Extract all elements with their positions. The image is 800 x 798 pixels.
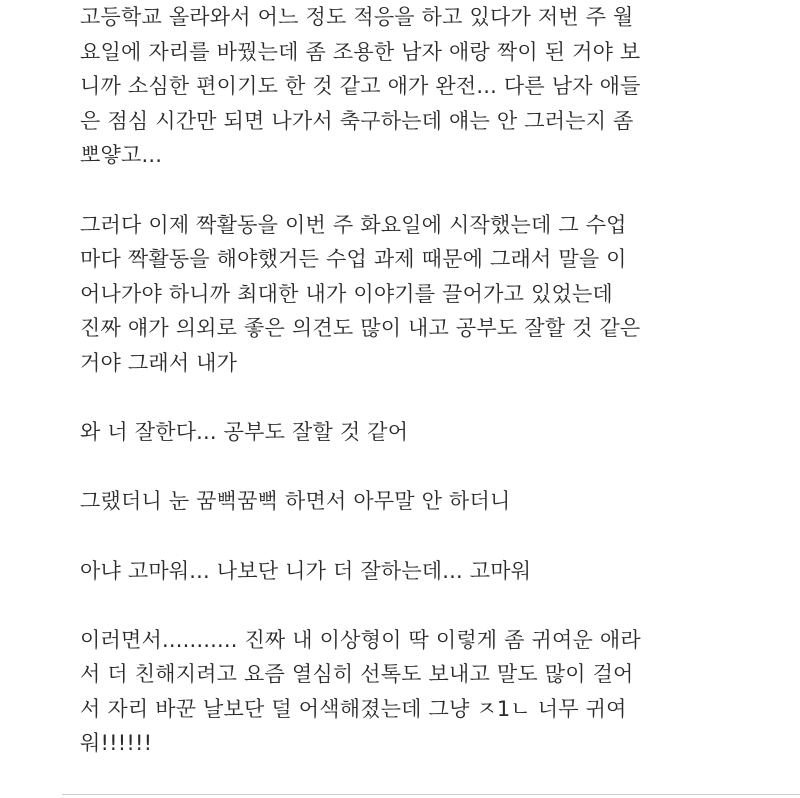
bottom-divider bbox=[62, 794, 800, 795]
text-line: 그러다 이제 짝활동을 이번 주 화요일에 시작했는데 그 수업 bbox=[80, 212, 627, 237]
text-line: 어나가야 하니까 최대한 내가 이야기를 끌어가고 있었는데 bbox=[80, 281, 613, 306]
paragraph-gap bbox=[80, 588, 780, 623]
text-line: 워!!!!!! bbox=[80, 731, 153, 756]
paragraph-gap bbox=[80, 519, 780, 554]
text-line: 요일에 자리를 바꿨는데 좀 조용한 남자 애랑 짝이 된 거야 보 bbox=[80, 39, 641, 64]
paragraph-gap bbox=[80, 381, 780, 416]
text-line: 와 너 잘한다... 공부도 잘할 것 같어 bbox=[80, 420, 409, 445]
paragraph-3 bbox=[80, 415, 780, 450]
text-line: 진짜 얘가 의외로 좋은 의견도 많이 내고 공부도 잘할 것 같은 bbox=[80, 316, 641, 341]
paragraph-2 bbox=[80, 208, 780, 381]
text-line: 이러면서........... 진짜 내 이상형이 딱 이렇게 좀 귀여운 애라 bbox=[80, 627, 641, 652]
paragraph-gap bbox=[80, 173, 780, 208]
paragraph-gap bbox=[80, 450, 780, 485]
text-line: 니까 소심한 편이기도 한 것 같고 애가 완전... 다른 남자 애들 bbox=[80, 74, 641, 99]
paragraph-1 bbox=[80, 0, 780, 173]
post-body bbox=[80, 0, 780, 761]
paragraph-4 bbox=[80, 484, 780, 519]
text-line: 그랬더니 눈 꿈뻑꿈뻑 하면서 아무말 안 하더니 bbox=[80, 489, 511, 514]
text-line: 서 자리 바꾼 날보단 덜 어색해졌는데 그냥 ㅈ1ㄴ 너무 귀여 bbox=[80, 696, 627, 721]
text-line: 뽀얗고... bbox=[80, 143, 163, 168]
text-line: 마다 짝활동을 해야했거든 수업 과제 때문에 그래서 말을 이 bbox=[80, 247, 627, 272]
text-line: 은 점심 시간만 되면 나가서 축구하는데 얘는 안 그러는지 좀 bbox=[80, 108, 634, 133]
text-line: 아냐 고마워... 나보단 니가 더 잘하는데... 고마워 bbox=[80, 558, 532, 583]
text-line: 고등학교 올라와서 어느 정도 적응을 하고 있다가 저번 주 월 bbox=[80, 5, 634, 29]
paragraph-5 bbox=[80, 554, 780, 589]
paragraph-6 bbox=[80, 623, 780, 761]
text-line: 거야 그래서 내가 bbox=[80, 350, 238, 375]
text-line: 서 더 친해지려고 요즘 열심히 선톡도 보내고 말도 많이 걸어 bbox=[80, 662, 634, 687]
